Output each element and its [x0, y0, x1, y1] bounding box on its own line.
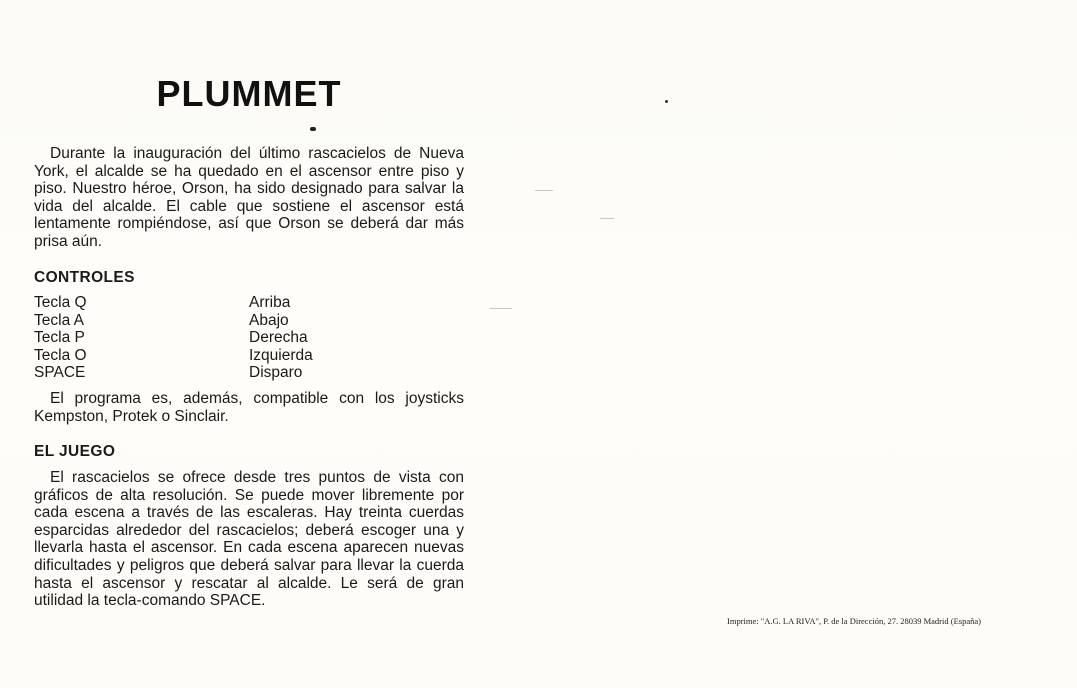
- page-title: PLUMMET: [156, 73, 342, 114]
- intro-paragraph: [34, 145, 464, 251]
- control-action: Arriba: [249, 294, 291, 311]
- control-row: [34, 347, 464, 365]
- control-row: [34, 364, 464, 382]
- joystick-paragraph: [34, 390, 464, 425]
- control-action: Izquierda: [249, 346, 313, 364]
- printer-imprint: Imprime: "A.G. LA RIVA", P. de la Dirección, 27. 28039 Madrid (España): [727, 616, 981, 626]
- control-action: Disparo: [249, 364, 303, 382]
- control-key: Tecla O: [34, 346, 87, 364]
- control-row: [34, 329, 464, 347]
- intro-text: Durante la inauguración del último rascacielos de Nueva York, el alcalde se ha quedado en el ascensor entre piso y piso. Nuestro héroe, Orson, ha sido designado para salvar la vida del alcalde. El cable que sostiene el ascensor está lentamente rompiéndose, así que Orson se deberá dar más prisa aún.: [34, 145, 464, 250]
- joystick-text: El programa es, además, compatible con los joysticks Kempston, Protek o Sinclair.: [34, 390, 464, 425]
- title-dot: [310, 127, 316, 131]
- controls-heading: CONTROLES: [34, 269, 135, 286]
- control-key: SPACE: [34, 364, 86, 382]
- game-heading: EL JUEGO: [34, 443, 116, 460]
- game-text: El rascacielos se ofrece desde tres puntos de vista con gráficos de alta resolución. Se puede mover libremente por cada escena a través de las escaleras. Hay treinta cuerdas esparcidas alrededor del rascacielos; deberá escoger una y llevarla hasta el ascensor. En cada escena aparecen nuevas dificultades y peligros que deberá salvar para llevar la cuerda hasta el ascensor y rescatar al alcalde. Le será de gran utilidad la tecla-comando SPACE.: [34, 469, 464, 610]
- game-paragraph: [34, 469, 464, 610]
- control-action: Abajo: [249, 311, 289, 329]
- control-key: Tecla A: [34, 311, 84, 329]
- control-action: Derecha: [249, 329, 308, 347]
- control-row: [34, 312, 464, 330]
- control-key: Tecla P: [34, 329, 85, 347]
- control-key: Tecla Q: [34, 294, 87, 311]
- control-row: [34, 294, 464, 312]
- controls-table: [34, 294, 464, 382]
